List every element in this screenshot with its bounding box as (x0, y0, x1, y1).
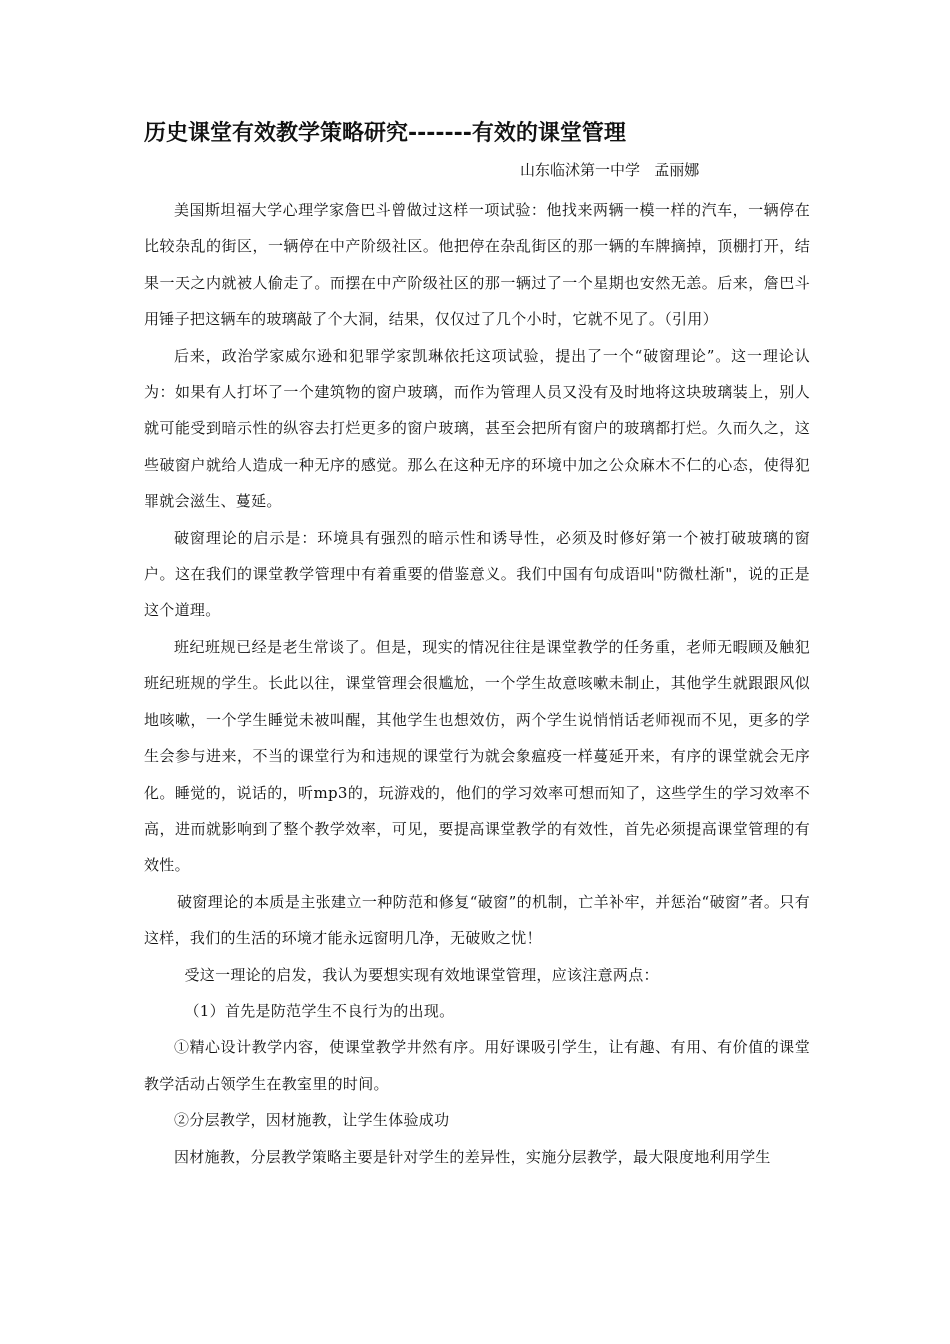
list-heading: （1）首先是防范学生不良行为的出现。 (184, 1001, 455, 1020)
author-line: 山东临沭第一中学 孟丽娜 (520, 161, 700, 179)
paragraph: 后来，政治学家威尔逊和犯罪学家凯琳依托这项试验，提出了一个“破窗理论”。这一理论认为：如果有人打坏了一个建筑物的窗户玻璃，而作为管理人员又没有及时地将这块玻璃装上，别人就可能受到暗示性的纵容去打烂更多的窗户玻璃，甚至会把所有窗户的玻璃都打烂。久而久之，这些破窗户就给人造成一种无序的感觉。那么在这种无序的环境中加之公众麻木不仁的心态，使得犯罪就会滋生、蔓延。 (144, 346, 810, 511)
paragraph: 美国斯坦福大学心理学家詹巴斗曾做过这样一项试验：他找来两辆一模一样的汽车，一辆停在比较杂乱的街区，一辆停在中产阶级社区。他把停在杂乱街区的那一辆的车牌摘掉，顶棚打开，结果一天之内就被人偷走了。而摆在中产阶级社区的那一辆过了一个星期也安然无恙。后来，詹巴斗用锤子把这辆车的玻璃敲了个大洞，结果，仅仅过了几个小时，它就不见了。（引用） (144, 201, 810, 329)
paragraph: 因材施教，分层教学策略主要是针对学生的差异性，实施分层教学，最大限度地利用学生 (174, 1147, 771, 1166)
paragraph: 破窗理论的本质是主张建立一种防范和修复“破窗”的机制，亡羊补牢，并惩治“破窗”者。只有这样，我们的生活的环境才能永远窗明几净，无破败之忧！ (144, 892, 810, 948)
list-item: ①精心设计教学内容，使课堂教学井然有序。用好课吸引学生，让有趣、有用、有价值的课堂教学活动占领学生在教室里的时间。 (144, 1038, 810, 1093)
paragraph: 受这一理论的启发，我认为要想实现有效地课堂管理，应该注意两点： (184, 965, 659, 984)
document-title: 历史课堂有效教学策略研究-------有效的课堂管理 (144, 121, 626, 146)
document-body (144, 192, 810, 1175)
paragraph: 班纪班规已经是老生常谈了。但是，现实的情况往往是课堂教学的任务重，老师无暇顾及触犯班纪班规的学生。长此以往，课堂管理会很尴尬，一个学生故意咳嗽未制止，其他学生就跟跟风似地咳嗽，一个学生睡觉未被叫醒，其他学生也想效仿，两个学生说悄悄话老师视而不见，更多的学生会参与进来，不当的课堂行为和违规的课堂行为就会象瘟疫一样蔓延开来，有序的课堂就会无序化。睡觉的，说话的，听mp3的，玩游戏的，他们的学习效率可想而知了，这些学生的学习效率不高，进而就影响到了整个教学效率，可见，要提高课堂教学的有效性，首先必须提高课堂管理的有效性。 (144, 637, 810, 875)
list-item: ②分层教学，因材施教，让学生体验成功 (174, 1111, 450, 1130)
paragraph: 破窗理论的启示是：环境具有强烈的暗示性和诱导性，必须及时修好第一个被打破玻璃的窗户。这在我们的课堂教学管理中有着重要的借鉴意义。我们中国有句成语叫"防微杜渐"，说的正是这个道理。 (144, 528, 810, 620)
